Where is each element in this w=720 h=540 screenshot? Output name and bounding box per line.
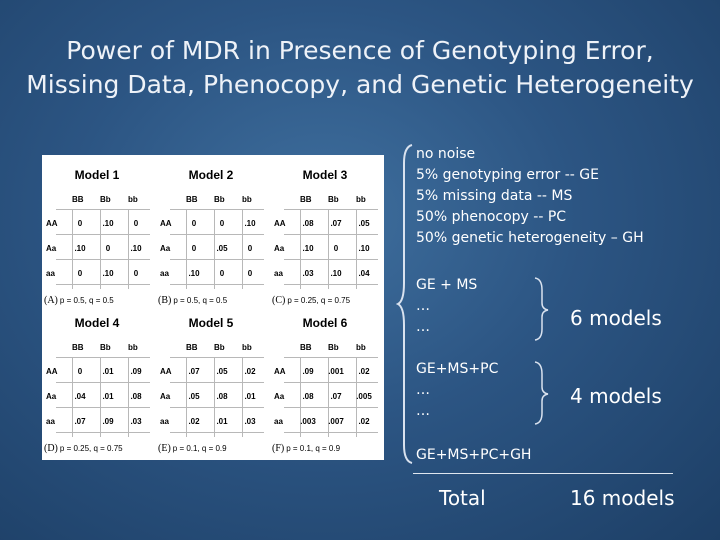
penetrance-cell: .08 xyxy=(302,392,314,401)
column-header: bb xyxy=(242,195,252,204)
penetrance-cell: .02 xyxy=(358,367,370,376)
penetrance-cell: .10 xyxy=(244,219,256,228)
penetrance-cell: .10 xyxy=(188,269,200,278)
row-label: Aa xyxy=(274,244,285,253)
model-params: p = 0.1, q = 0.9 xyxy=(286,444,341,453)
column-header: Bb xyxy=(214,343,225,352)
row-label: aa xyxy=(46,269,55,278)
penetrance-cell: .01 xyxy=(102,392,114,401)
penetrance-cell: 0 xyxy=(247,244,253,253)
penetrance-cell: .02 xyxy=(188,417,200,426)
penetrance-cell: .03 xyxy=(302,269,314,278)
penetrance-cell: 0 xyxy=(77,367,83,376)
penetrance-cell: .01 xyxy=(102,367,114,376)
model-table xyxy=(42,163,152,315)
total-divider xyxy=(413,473,673,474)
row-label: aa xyxy=(274,417,283,426)
title-line-2: Missing Data, Phenocopy, and Genetic Heterogeneity xyxy=(26,70,694,99)
condition-item: 50% phenocopy -- PC xyxy=(416,209,567,225)
penetrance-cell: 0 xyxy=(191,219,197,228)
penetrance-cell: .05 xyxy=(216,367,228,376)
column-header: Bb xyxy=(100,343,111,352)
penetrance-cell: .04 xyxy=(74,392,86,401)
row-label: aa xyxy=(46,417,55,426)
penetrance-cell: .04 xyxy=(358,269,370,278)
model-params: p = 0.25, q = 0.75 xyxy=(287,296,351,305)
row-label: Aa xyxy=(160,392,171,401)
left-brace-icon xyxy=(396,143,416,465)
model-tag: (D) xyxy=(44,443,58,454)
combo-line: … xyxy=(416,298,430,314)
model-params: p = 0.1, q = 0.9 xyxy=(172,444,227,453)
penetrance-cell: .07 xyxy=(330,392,342,401)
penetrance-cell: .05 xyxy=(188,392,200,401)
penetrance-cell: 0 xyxy=(191,244,197,253)
model-title: Model 1 xyxy=(74,168,120,182)
grid-line xyxy=(170,382,264,383)
row-label: AA xyxy=(46,219,58,228)
column-header: bb xyxy=(356,343,366,352)
grid-line xyxy=(56,432,150,433)
model-tag: (C) xyxy=(272,295,286,306)
total-count: 16 models xyxy=(570,486,675,510)
row-label: Aa xyxy=(274,392,285,401)
combo-two-list xyxy=(416,275,477,338)
model-tables-figure xyxy=(42,155,384,460)
penetrance-cell: .10 xyxy=(358,244,370,253)
row-label: Aa xyxy=(160,244,171,253)
penetrance-cell: .08 xyxy=(130,392,142,401)
grid-line xyxy=(56,357,150,358)
column-header: bb xyxy=(356,195,366,204)
condition-item: 5% genotyping error -- GE xyxy=(416,167,599,183)
title-line-1: Power of MDR in Presence of Genotyping Error, xyxy=(66,36,654,65)
grid-line xyxy=(284,234,378,235)
grid-line xyxy=(170,432,264,433)
grid-line xyxy=(56,284,150,285)
penetrance-cell: .03 xyxy=(130,417,142,426)
model-table xyxy=(270,163,380,315)
penetrance-cell: .01 xyxy=(216,417,228,426)
column-header: BB xyxy=(72,195,84,204)
column-header: bb xyxy=(242,343,252,352)
combo-line: … xyxy=(416,403,430,419)
row-label: aa xyxy=(274,269,283,278)
grid-line xyxy=(170,407,264,408)
grid-line xyxy=(56,407,150,408)
column-header: Bb xyxy=(100,195,111,204)
row-label: AA xyxy=(46,367,58,376)
penetrance-cell: .08 xyxy=(216,392,228,401)
row-label: AA xyxy=(160,219,172,228)
condition-item: no noise xyxy=(416,146,476,162)
grid-line xyxy=(170,284,264,285)
column-header: Bb xyxy=(214,195,225,204)
penetrance-cell: 0 xyxy=(219,269,225,278)
model-title: Model 5 xyxy=(188,316,234,330)
penetrance-cell: .001 xyxy=(328,367,344,376)
penetrance-cell: .02 xyxy=(358,417,370,426)
penetrance-cell: .10 xyxy=(330,269,342,278)
penetrance-cell: .08 xyxy=(302,219,314,228)
condition-item: 50% genetic heterogeneity – GH xyxy=(416,230,644,246)
grid-line xyxy=(284,284,378,285)
slide-title xyxy=(0,34,720,102)
penetrance-cell: 0 xyxy=(77,269,83,278)
penetrance-cell: 0 xyxy=(247,269,253,278)
penetrance-cell: .10 xyxy=(102,269,114,278)
penetrance-cell: .09 xyxy=(102,417,114,426)
penetrance-cell: .07 xyxy=(330,219,342,228)
grid-line xyxy=(170,234,264,235)
penetrance-cell: .01 xyxy=(244,392,256,401)
column-header: BB xyxy=(186,343,198,352)
column-header: Bb xyxy=(328,195,339,204)
model-tag: (F) xyxy=(272,443,285,454)
grid-line xyxy=(56,209,150,210)
model-table xyxy=(156,311,266,463)
model-caption xyxy=(158,443,227,454)
penetrance-cell: .10 xyxy=(102,219,114,228)
penetrance-cell: 0 xyxy=(133,219,139,228)
penetrance-cell: .09 xyxy=(130,367,142,376)
row-label: AA xyxy=(274,219,286,228)
model-params: p = 0.5, q = 0.5 xyxy=(59,296,114,305)
grid-line xyxy=(284,407,378,408)
penetrance-cell: .05 xyxy=(358,219,370,228)
model-tag: (A) xyxy=(44,295,58,306)
model-caption xyxy=(272,295,350,306)
row-label: Aa xyxy=(46,244,57,253)
model-table xyxy=(270,311,380,463)
grid-line xyxy=(56,234,150,235)
grid-line xyxy=(56,382,150,383)
model-title: Model 3 xyxy=(302,168,348,182)
penetrance-cell: .003 xyxy=(300,417,316,426)
condition-item: 5% missing data -- MS xyxy=(416,188,573,204)
grid-line xyxy=(56,259,150,260)
combo-line: … xyxy=(416,319,430,335)
combo-three-count: 4 models xyxy=(570,384,662,408)
penetrance-cell: .03 xyxy=(244,417,256,426)
model-table xyxy=(156,163,266,315)
grid-line xyxy=(170,259,264,260)
column-header: bb xyxy=(128,343,138,352)
column-header: BB xyxy=(186,195,198,204)
combo-four: GE+MS+PC+GH xyxy=(416,447,532,463)
combo-line: … xyxy=(416,382,430,398)
column-header: bb xyxy=(128,195,138,204)
penetrance-cell: 0 xyxy=(133,269,139,278)
model-title: Model 4 xyxy=(74,316,120,330)
combo-line: GE+MS+PC xyxy=(416,361,499,377)
grid-line xyxy=(170,209,264,210)
penetrance-cell: .07 xyxy=(188,367,200,376)
model-caption xyxy=(44,443,123,454)
model-caption xyxy=(158,295,227,306)
model-table xyxy=(42,311,152,463)
row-label: AA xyxy=(274,367,286,376)
right-brace-icon xyxy=(533,360,553,426)
row-label: aa xyxy=(160,417,169,426)
model-title: Model 2 xyxy=(188,168,234,182)
penetrance-cell: 0 xyxy=(219,219,225,228)
grid-line xyxy=(284,259,378,260)
combo-three-list xyxy=(416,359,498,422)
penetrance-cell: 0 xyxy=(77,219,83,228)
column-header: BB xyxy=(300,343,312,352)
grid-line xyxy=(284,357,378,358)
model-params: p = 0.5, q = 0.5 xyxy=(173,296,228,305)
combo-two-count: 6 models xyxy=(570,306,662,330)
combo-line: GE + MS xyxy=(416,277,478,293)
model-params: p = 0.25, q = 0.75 xyxy=(59,444,123,453)
penetrance-cell: .005 xyxy=(356,392,372,401)
model-title: Model 6 xyxy=(302,316,348,330)
right-brace-icon xyxy=(533,276,553,342)
row-label: AA xyxy=(160,367,172,376)
model-tag: (B) xyxy=(158,295,172,306)
grid-line xyxy=(284,382,378,383)
grid-line xyxy=(284,432,378,433)
penetrance-cell: .10 xyxy=(302,244,314,253)
total-label: Total xyxy=(439,486,486,510)
penetrance-cell: .10 xyxy=(130,244,142,253)
model-tag: (E) xyxy=(158,443,171,454)
row-label: aa xyxy=(160,269,169,278)
penetrance-cell: .09 xyxy=(302,367,314,376)
penetrance-cell: .05 xyxy=(216,244,228,253)
condition-list xyxy=(416,144,644,249)
penetrance-cell: .07 xyxy=(74,417,86,426)
grid-line xyxy=(170,357,264,358)
penetrance-cell: .10 xyxy=(74,244,86,253)
penetrance-cell: 0 xyxy=(333,244,339,253)
penetrance-cell: .007 xyxy=(328,417,344,426)
column-header: BB xyxy=(72,343,84,352)
model-caption xyxy=(44,295,114,306)
penetrance-cell: 0 xyxy=(105,244,111,253)
row-label: Aa xyxy=(46,392,57,401)
penetrance-cell: .02 xyxy=(244,367,256,376)
model-caption xyxy=(272,443,340,454)
column-header: BB xyxy=(300,195,312,204)
column-header: Bb xyxy=(328,343,339,352)
grid-line xyxy=(284,209,378,210)
